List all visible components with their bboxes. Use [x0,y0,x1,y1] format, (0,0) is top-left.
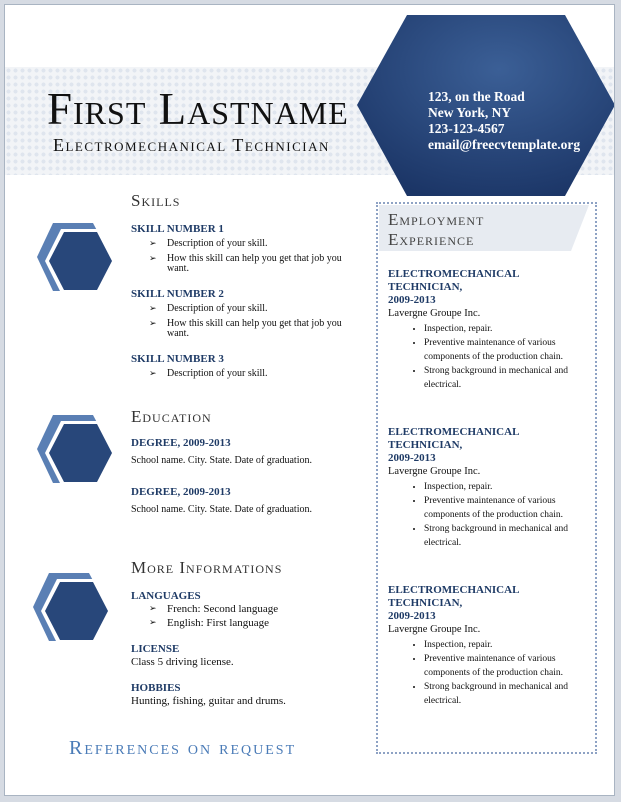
skills-heading: Skills [131,191,181,210]
skill-1-list [131,239,366,274]
more-info-section [131,590,366,707]
job-duties [388,322,588,392]
job-title-line1: ELECTROMECHANICAL [388,268,520,280]
job-title-line1: ELECTROMECHANICAL [388,426,520,438]
degree-1: DEGREE, 2009-2013 [131,437,231,449]
contact-phone: 123-123-4567 [428,121,505,136]
list-item: • Strong background in mechanical and electrical. [424,680,588,708]
employment-heading [388,210,484,250]
list-item: ➢ English: First language [149,617,366,629]
more-info-heading: More Informations [131,558,283,577]
education-section [131,437,366,515]
list-item: ➢ Description of your skill. [149,369,366,379]
education-hexagon-icon [35,413,117,487]
job-duties [388,480,588,550]
list-item: ➢ Description of your skill. [149,239,366,249]
job-duties [388,638,588,708]
skills-hexagon-icon [35,221,117,295]
resume-page [4,4,615,796]
list-item: • Inspection, repair. [424,638,588,652]
contact-address: 123, on the Road [428,89,525,104]
list-item: ➢ French: Second language [149,603,366,615]
languages-list [131,603,366,629]
company-name: Lavergne Groupe Inc. [388,624,481,635]
employment-heading-line1: Employment [388,210,485,229]
job-title-line2: TECHNICIAN, [388,439,463,451]
degree-2: DEGREE, 2009-2013 [131,486,231,498]
job-entry-3 [388,584,588,708]
list-item: ➢ How this skill can help you get that job you want. [149,254,366,274]
list-item: ➢ Description of your skill. [149,304,366,314]
list-item: • Strong background in mechanical and electrical. [424,364,588,392]
job-title-line2: TECHNICIAN, [388,281,463,293]
job-years: 2009-2013 [388,452,436,464]
list-item: • Strong background in mechanical and electrical. [424,522,588,550]
contact-city: New York, NY [428,105,512,120]
license-label: LICENSE [131,643,180,655]
skill-3-name: SKILL NUMBER 3 [131,353,224,365]
list-item: • Preventive maintenance of various components of the production chain. [424,494,588,522]
job-entry-1 [388,268,588,392]
contact-info [428,89,580,153]
job-years: 2009-2013 [388,610,436,622]
full-name: First Lastname [47,84,349,134]
hobbies-value: Hunting, fishing, guitar and drums. [131,695,286,707]
job-years: 2009-2013 [388,294,436,306]
employment-heading-line2: Experience [388,230,475,249]
list-item: • Preventive maintenance of various components of the production chain. [424,652,588,680]
skill-2-list [131,304,366,339]
school-1: School name. City. State. Date of graduation. [131,455,312,466]
contact-email[interactable]: email@freecvtemplate.org [428,137,581,152]
company-name: Lavergne Groupe Inc. [388,308,481,319]
license-value: Class 5 driving license. [131,656,234,668]
skill-2-name: SKILL NUMBER 2 [131,288,224,300]
hobbies-label: HOBBIES [131,682,181,694]
education-heading: Education [131,407,212,426]
school-2: School name. City. State. Date of graduation. [131,504,312,515]
job-entry-2 [388,426,588,550]
job-title-line2: TECHNICIAN, [388,597,463,609]
references-note: References on request [69,737,297,759]
company-name: Lavergne Groupe Inc. [388,466,481,477]
list-item: • Preventive maintenance of various components of the production chain. [424,336,588,364]
skill-1-name: SKILL NUMBER 1 [131,223,224,235]
list-item: • Inspection, repair. [424,322,588,336]
skill-3-list [131,369,366,379]
languages-label: LANGUAGES [131,590,201,602]
skills-section [131,223,366,384]
more-info-hexagon-icon [31,571,113,645]
employment-box [376,202,597,754]
job-title: Electromechanical Technician [53,135,330,155]
list-item: • Inspection, repair. [424,480,588,494]
job-title-line1: ELECTROMECHANICAL [388,584,520,596]
list-item: ➢ How this skill can help you get that job you want. [149,319,366,339]
